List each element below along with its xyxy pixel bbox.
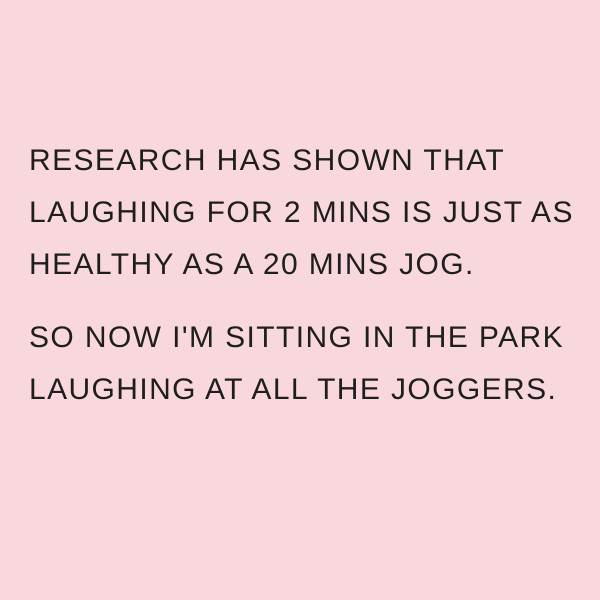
text-line-5: LAUGHING AT ALL THE JOGGERS. <box>29 373 558 406</box>
text-line-2: LAUGHING FOR 2 MINS IS JUST AS <box>29 196 574 229</box>
quote-text-block <box>29 135 579 416</box>
text-line-1: RESEARCH HAS SHOWN THAT <box>29 144 506 177</box>
research-paragraph <box>29 135 579 291</box>
joke-paragraph <box>29 312 579 416</box>
text-line-4: SO NOW I'M SITTING IN THE PARK <box>29 321 564 354</box>
text-line-3: HEALTHY AS A 20 MINS JOG. <box>29 248 475 281</box>
